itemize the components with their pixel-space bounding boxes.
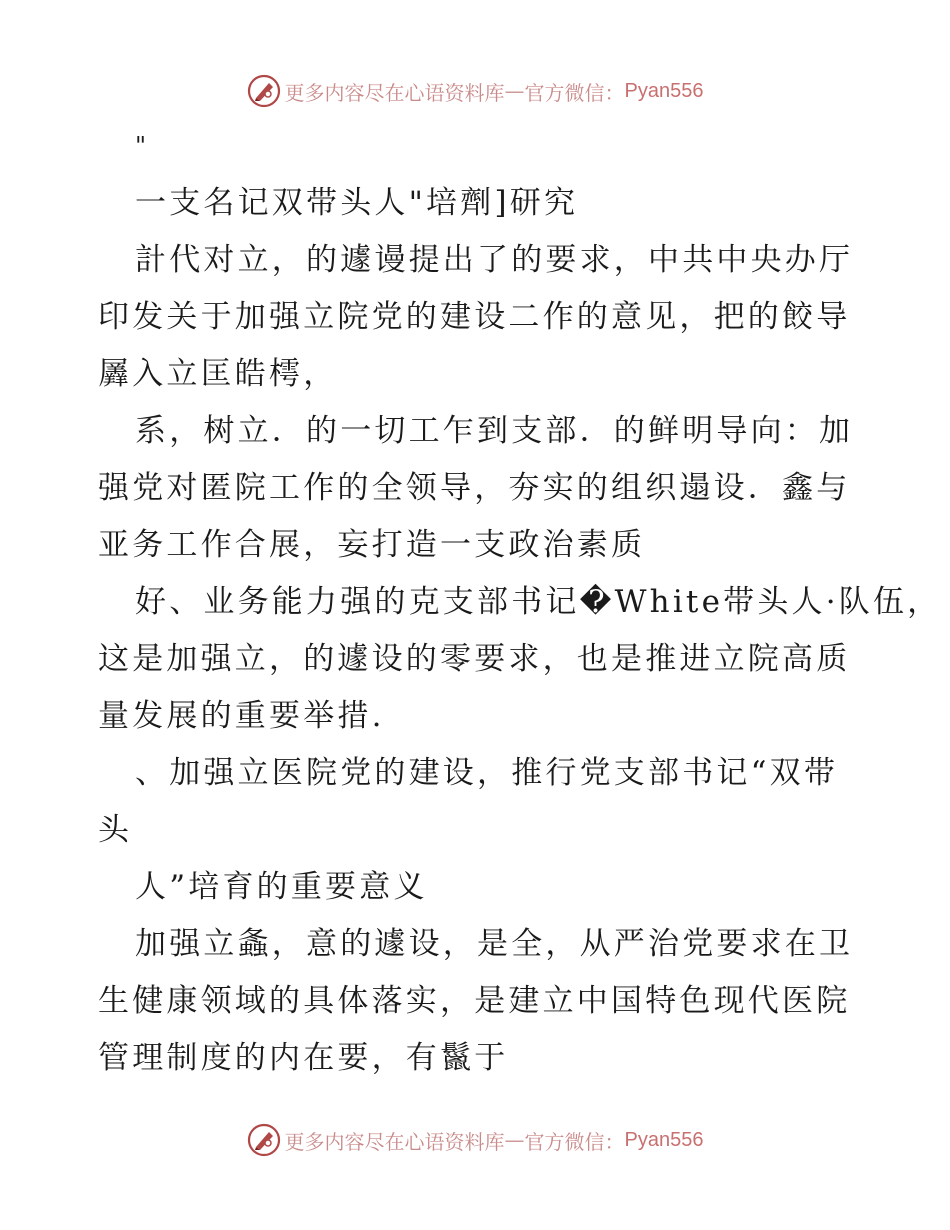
- body-line: 生健康领域的具体落实，是建立中国特色现代医院: [98, 983, 851, 1019]
- body-line: ": [135, 132, 147, 160]
- document-title: 一支名记双带头人"培劑]研究: [135, 185, 579, 221]
- body-line: 羼入立匡皓樗，: [98, 356, 338, 392]
- footer-watermark-banner: [0, 1120, 950, 1160]
- header-site-text: 更多内容尽在心语资料库: [284, 80, 505, 105]
- header-watermark-banner: [0, 71, 950, 111]
- body-line: 加强立螽，意的遽设，是全，从严治党要求在卫: [135, 926, 854, 962]
- footer-site-text: 更多内容尽在心语资料库: [284, 1129, 505, 1154]
- body-line: 好、业务能力强的克支部书记�White带头人·队伍，: [135, 584, 942, 620]
- pen-logo-icon: [247, 74, 281, 108]
- footer-separator: —: [504, 1128, 525, 1152]
- footer-wechat-id: Pyan556: [624, 1128, 704, 1151]
- section-heading: 头: [98, 812, 133, 848]
- body-line: 計代对立，的遽谩提出了的要求，中共中央办厅: [135, 242, 854, 278]
- section-heading: 、加强立医院党的建设，推行党支部书记“双带: [135, 755, 839, 791]
- body-line: 强党对匿院工作的全领导，夯实的组织遢设．鑫与: [98, 470, 851, 506]
- body-line: 这是加强立，的遽设的零要求，也是推进立院高质: [98, 641, 851, 677]
- body-line: 亚务工作合展，妄打造一支政治素质: [98, 527, 646, 563]
- section-heading: 人”培育的重要意义: [135, 869, 428, 905]
- footer-wechat-label: 官方微信：: [524, 1129, 625, 1154]
- pen-logo-icon: [247, 1123, 281, 1157]
- document-body: [98, 118, 942, 1087]
- body-line: 印发关于加强立院党的建设二作的意见，把的餃导: [98, 299, 851, 335]
- body-line: 量发展的重要举措.: [98, 698, 385, 734]
- header-wechat-id: Pyan556: [624, 79, 704, 102]
- header-wechat-label: 官方微信：: [524, 80, 625, 105]
- header-separator: —: [504, 79, 525, 103]
- body-line: 管理制度的内在要，有鬣于: [98, 1040, 509, 1076]
- body-line: 系，树立．的一切工乍到支部．的鲜明导向：加: [135, 413, 854, 449]
